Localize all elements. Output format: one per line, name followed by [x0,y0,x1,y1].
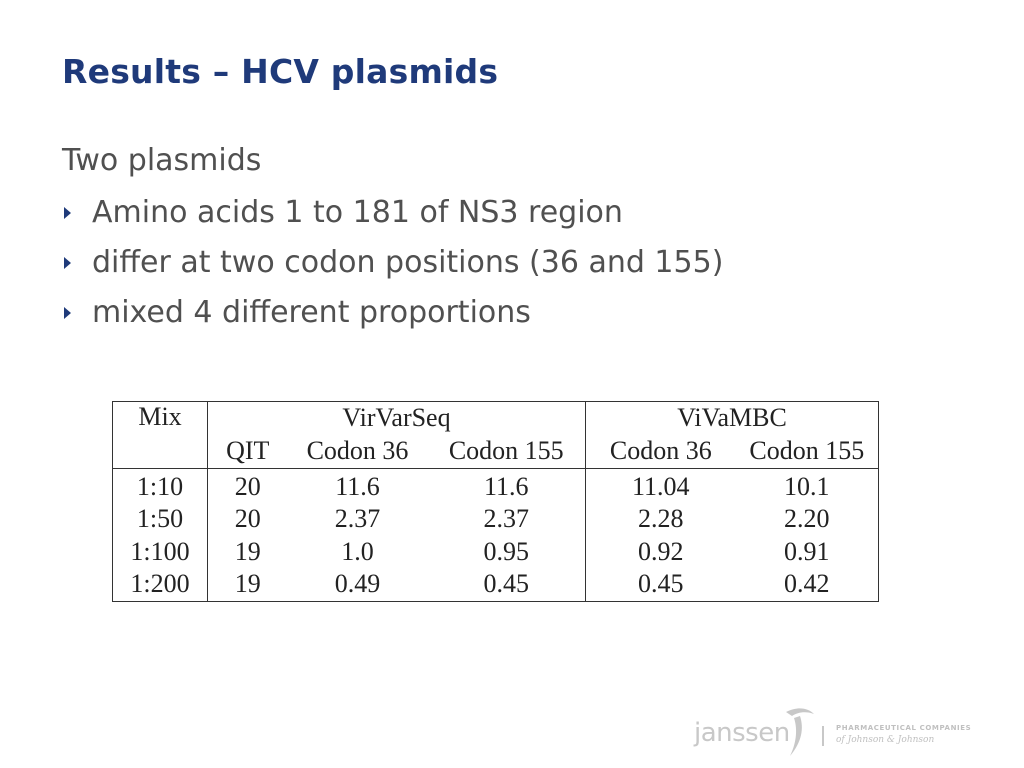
table-subheader-row [113,434,879,469]
column-header: QIT [208,434,288,469]
column-header: Codon 155 [428,434,586,469]
table-row [113,535,879,568]
table-row [113,502,879,535]
triangle-bullet-icon [64,307,71,319]
table-cell: 11.6 [428,469,586,503]
bullet-text: Amino acids 1 to 181 of NS3 region [92,195,623,230]
column-header: Codon 36 [288,434,428,469]
column-header: Codon 155 [736,434,879,469]
table-header-row [113,402,879,435]
bullet-list [62,193,723,343]
triangle-bullet-icon [64,257,71,269]
janssen-swoosh-icon [778,702,818,760]
table-cell: 10.1 [784,472,830,501]
table-cell: 1.0 [341,536,374,566]
group-header-vivambc: ViVaMBC [677,403,787,432]
table-cell: 0.91 [784,536,830,566]
logo-divider [822,726,824,746]
table-cell: 2.37 [428,502,586,535]
table-cell: 11.6 [335,472,380,501]
table-cell: 11.04 [632,472,690,501]
results-table [112,401,879,602]
bullet-item [62,293,723,343]
table-cell: 1:10 [113,469,208,503]
table-cell: 20 [234,503,261,533]
column-header: Codon 36 [586,434,736,469]
bullet-text: differ at two codon positions (36 and 155) [92,245,724,280]
table-cell: 1:50 [113,502,208,535]
table-cell: 19 [234,536,261,566]
table-cell: 2.28 [638,503,684,533]
logo-wordmark: janssen [694,718,790,748]
table-row [113,469,879,503]
janssen-logo [694,700,972,760]
bullet-text: mixed 4 different proportions [92,295,531,330]
table-cell: 1:100 [113,535,208,568]
table-cell: 0.42 [784,569,830,599]
table-cell: 0.95 [428,535,586,568]
mix-header: Mix [113,402,208,469]
bullet-item [62,193,723,243]
table-cell: 0.45 [638,569,684,599]
table-cell: 2.37 [334,503,381,533]
logo-tagline-jnj: of Johnson & Johnson [836,735,935,745]
triangle-bullet-icon [64,207,71,219]
table-cell: 0.45 [428,568,586,601]
table-cell: 20 [234,472,261,501]
table-cell: 2.20 [784,503,830,533]
table-cell: 0.49 [334,569,381,599]
logo-tagline: PHARMACEUTICAL COMPANIES [836,724,972,732]
table-cell: 1:200 [113,568,208,601]
table-cell: 0.92 [638,536,684,566]
slide-title: Results – HCV plasmids [62,52,499,91]
intro-text: Two plasmids [62,143,262,178]
group-header-virvarseq: VirVarSeq [208,402,586,435]
bullet-item [62,243,723,293]
table-cell: 19 [234,569,261,599]
table-row [113,568,879,601]
